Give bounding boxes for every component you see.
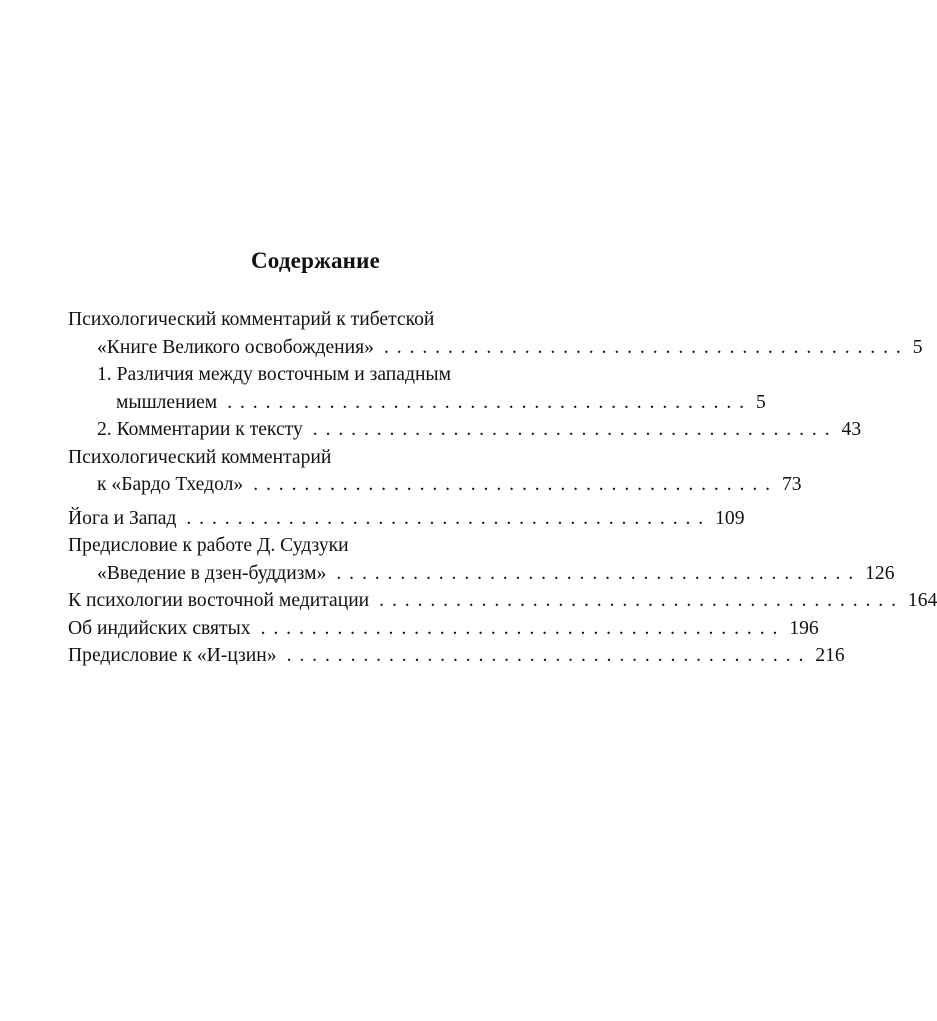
toc-entry-text: Об индийских святых — [68, 617, 251, 639]
toc-entry-line — [68, 642, 845, 670]
dot-leader: ......................................... — [286, 645, 812, 666]
dot-leader: ......................................... — [383, 336, 909, 358]
toc-entry-text: Психологический комментарий — [68, 446, 332, 468]
dot-leader: ......................................... — [379, 590, 904, 611]
toc-page-number: 216 — [815, 645, 845, 666]
dot-leader: ......................................... — [186, 507, 712, 529]
toc-page-number: 5 — [912, 336, 923, 358]
toc-entry-text: Предисловие к работе Д. Судзуки — [68, 535, 349, 556]
toc-page-number: 43 — [841, 419, 862, 440]
toc-entry-line — [68, 560, 895, 588]
toc-entry-text: К психологии восточной медитации — [68, 590, 370, 611]
toc-title: Содержание — [251, 248, 380, 273]
toc-entry-text: мышлением — [116, 391, 218, 413]
toc-entry-text: Предисловие к «И-цзин» — [68, 645, 277, 666]
toc-entry-line — [68, 587, 937, 615]
toc-entry-text: «Введение в дзен-буддизм» — [97, 562, 327, 584]
toc-entry-line — [68, 615, 819, 643]
toc-page-number: 5 — [755, 391, 766, 413]
dot-leader: ......................................... — [336, 562, 862, 584]
toc-entry-text: к «Бардо Тхедол» — [97, 474, 244, 495]
toc-entry-text: 1. Различия между восточным и западным — [97, 364, 451, 385]
toc-entry-text: «Книге Великого освобождения» — [97, 336, 374, 358]
dot-leader: ......................................... — [227, 391, 752, 413]
toc-entry-line — [68, 471, 802, 499]
toc-entry-text: Психологический комментарий к тибетской — [68, 309, 435, 330]
toc-page-number: 109 — [715, 507, 745, 529]
toc-entry-line — [68, 444, 565, 472]
toc-page-number: 126 — [865, 562, 895, 584]
toc-page-number: 73 — [781, 474, 802, 495]
table-of-contents — [68, 306, 937, 670]
toc-entry-line — [68, 334, 923, 362]
toc-entry-line — [68, 416, 862, 444]
toc-entry-text: Йога и Запад — [68, 507, 177, 529]
toc-entry-line — [68, 306, 565, 334]
dot-leader: ......................................... — [260, 617, 786, 639]
toc-page-number: 196 — [789, 617, 819, 639]
dot-leader: ......................................... — [253, 474, 778, 495]
toc-entry-line — [68, 361, 565, 389]
toc-entry-line — [68, 532, 565, 560]
toc-entry-line — [68, 505, 745, 533]
toc-entry-text: 2. Комментарии к тексту — [97, 419, 303, 440]
dot-leader: ......................................... — [312, 419, 838, 440]
toc-page-number: 164 — [907, 590, 937, 611]
toc-entry-line — [68, 389, 766, 417]
